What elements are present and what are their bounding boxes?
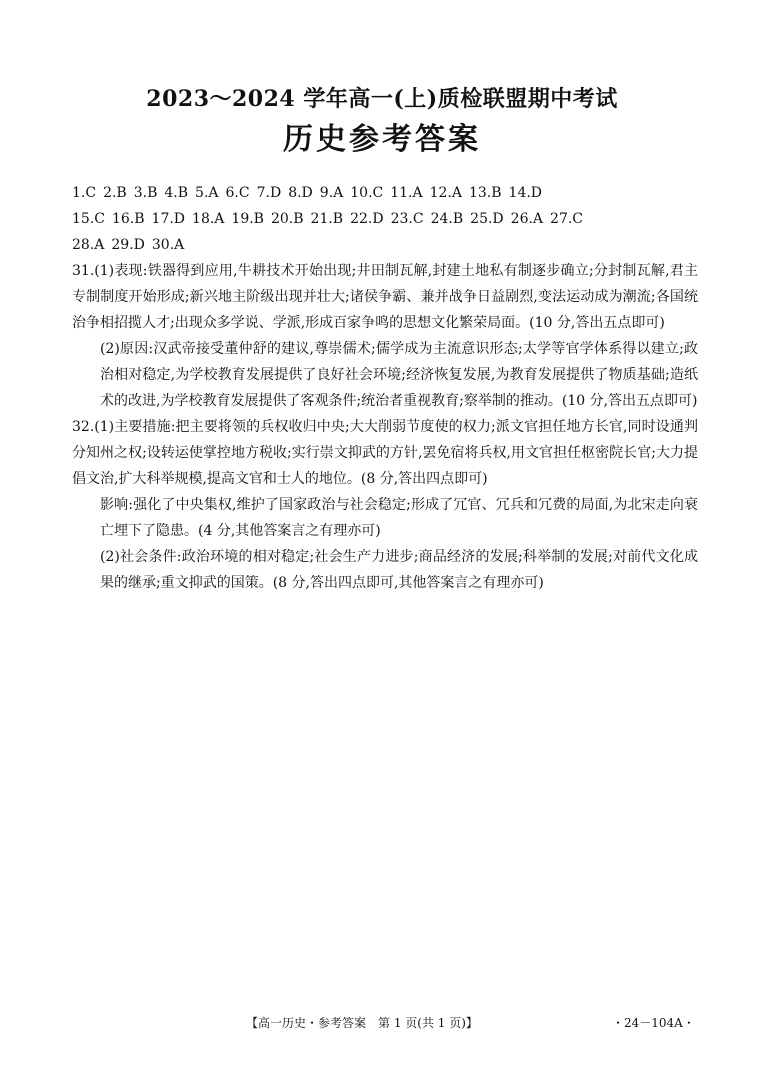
mc-answer: 19.B — [231, 211, 264, 227]
q31-part1: 31.(1)表现:铁器得到应用,牛耕技术开始出现;井田制瓦解,封建土地私有制逐步确立;分封制瓦解,君主专制制度开始形成;新兴地主阶级出现并壮大;诸侯争霸、兼并战争日益剧烈,变法运动成为潮流;各国统治争相招揽人才;出现众多学说、学派,形成百家争鸣的思想文化繁荣局面。(10 分,答出五点即可) — [72, 263, 698, 331]
mc-answer: 21.B — [310, 211, 344, 227]
mc-answer: 30.A — [151, 237, 185, 253]
multiple-choice-answers — [72, 180, 698, 258]
mc-answer: 11.A — [390, 185, 423, 201]
mc-answer: 7.D — [256, 185, 282, 201]
essay-answers — [72, 258, 698, 596]
mc-answer: 10.C — [350, 185, 384, 201]
exam-title: 2023～2024 学年高一(上)质检联盟期中考试 — [146, 86, 618, 112]
mc-answer: 24.B — [430, 211, 464, 227]
mc-answer: 1.C — [72, 185, 97, 201]
q32-impact: 影响:强化了中央集权,维护了国家政治与社会稳定;形成了冗官、冗兵和冗费的局面,为北宋走向衰亡埋下了隐患。(4 分,其他答案言之有理亦可) — [100, 497, 698, 539]
mc-answer: 3.B — [133, 185, 158, 201]
mc-answer: 15.C — [72, 211, 105, 227]
mc-answer: 12.A — [429, 185, 462, 201]
mc-answer: 25.D — [470, 211, 504, 227]
mc-answer: 13.B — [468, 185, 502, 201]
mc-answer: 20.B — [270, 211, 304, 227]
mc-answer: 17.D — [151, 211, 186, 227]
mc-line-3 — [72, 232, 698, 258]
mc-answer: 6.C — [225, 185, 250, 201]
mc-answer: 14.D — [508, 185, 543, 201]
mc-answer: 5.A — [195, 185, 219, 201]
mc-answer: 29.D — [111, 237, 145, 253]
q31-part2: (2)原因:汉武帝接受董仲舒的建议,尊崇儒术;儒学成为主流意识形态;太学等官学体系得以建立;政治相对稳定,为学校教育发展提供了良好社会环境;经济恢复发展,为教育发展提供了物质基础;造纸术的改进,为学校教育发展提供了客观条件;统治者重视教育;察举制的推动。(10 分,答出五点即可) — [100, 341, 698, 409]
mc-answer: 26.A — [510, 211, 544, 227]
q32-part2: (2)社会条件:政治环境的相对稳定;社会生产力进步;商品经济的发展;科举制的发展;对前代文化成果的继承;重文抑武的国策。(8 分,答出四点即可,其他答案言之有理亦可) — [100, 549, 698, 591]
mc-answer: 4.B — [164, 185, 189, 201]
footer-page-info: 【高一历史・参考答案 第 1 页(共 1 页)】 — [246, 1016, 478, 1030]
mc-answer: 23.C — [390, 211, 424, 227]
mc-answer: 16.B — [111, 211, 145, 227]
mc-line-1 — [72, 180, 698, 206]
footer-code: ・24－104A・ — [612, 1016, 695, 1030]
mc-answer: 8.D — [288, 185, 313, 201]
mc-answer: 28.A — [72, 237, 105, 253]
mc-answer: 9.A — [319, 185, 344, 201]
mc-answer: 18.A — [192, 211, 225, 227]
q32-part1: 32.(1)主要措施:把主要将领的兵权收归中央;大大削弱节度使的权力;派文官担任地方长官,同时设通判分知州之权;设转运使掌控地方税收;实行崇文抑武的方针,罢免宿将兵权,用文官担任枢密院长官;大力提倡文治,扩大科举规模,提高文官和士人的地位。(8 分,答出四点即可) — [72, 419, 698, 487]
mc-answer: 2.B — [103, 185, 127, 201]
mc-answer: 22.D — [350, 211, 384, 227]
mc-line-2 — [72, 206, 698, 232]
mc-answer: 27.C — [550, 211, 584, 227]
answer-key-title: 历史参考答案 — [283, 122, 481, 157]
